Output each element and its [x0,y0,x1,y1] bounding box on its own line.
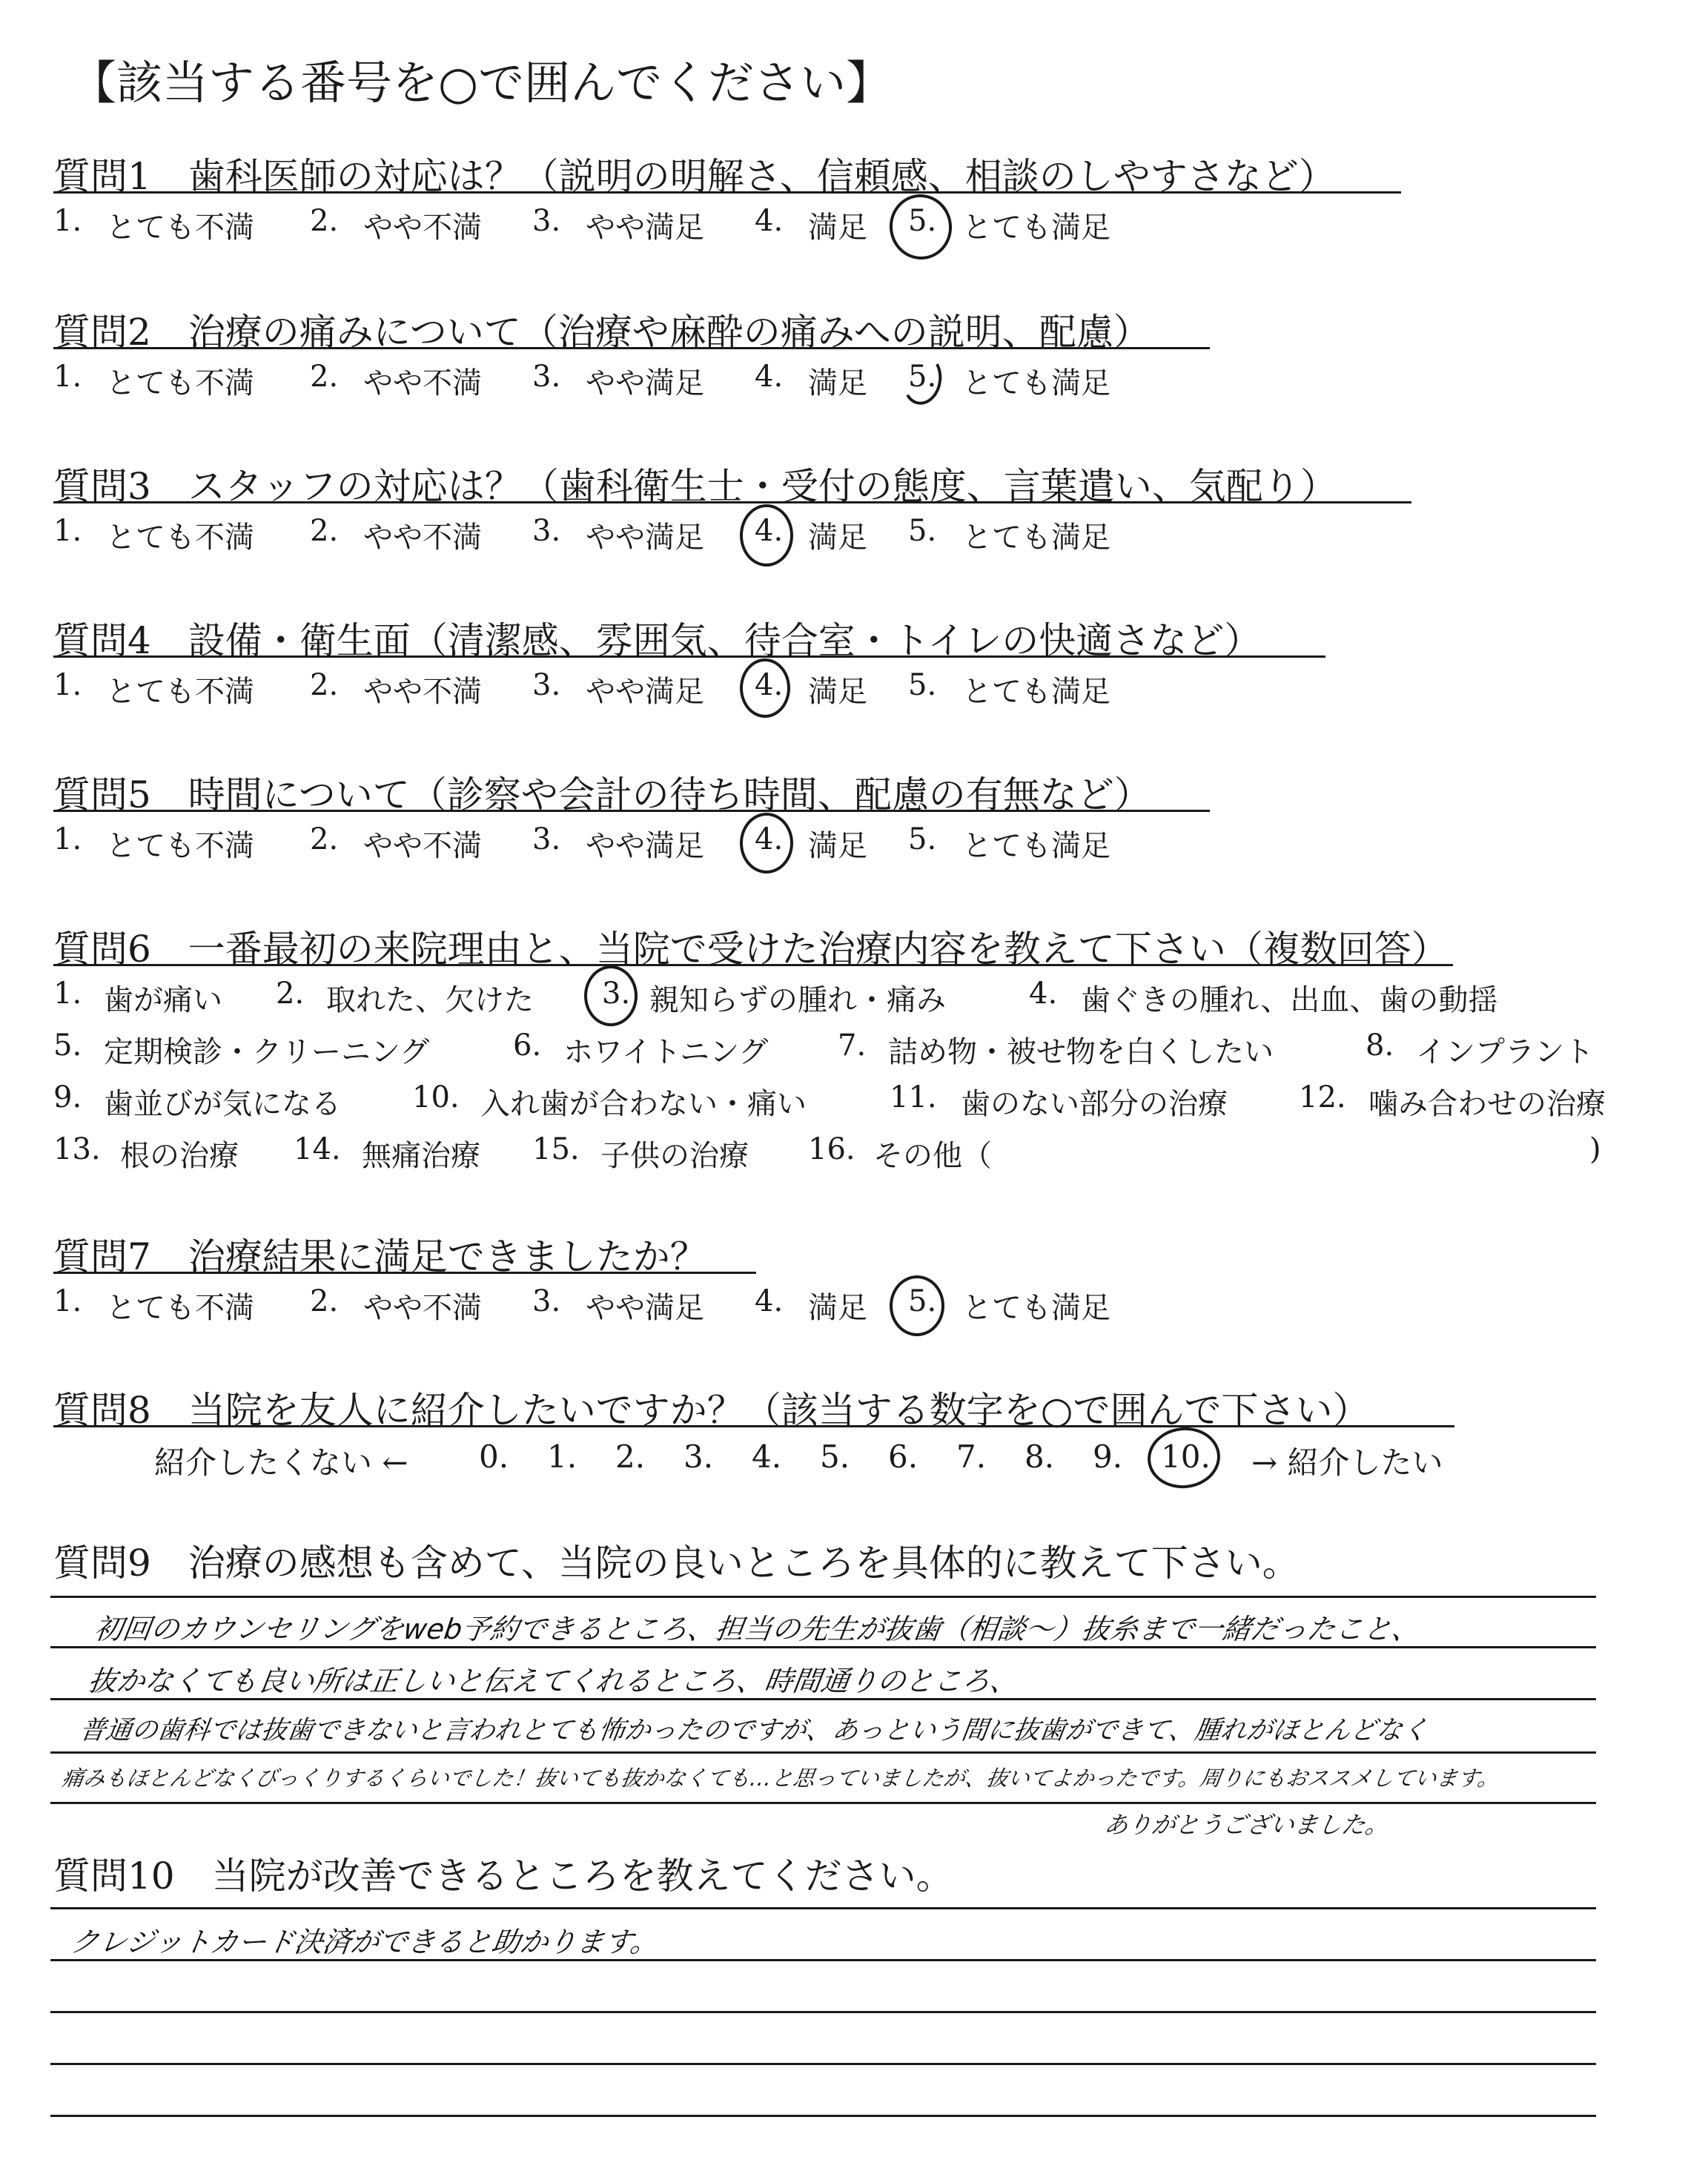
option-number[interactable]: 3. [532,360,561,394]
option-number[interactable]: 12. [1299,1080,1346,1114]
selected-circle-mark [740,504,793,567]
option-label[interactable]: 満足 [808,829,867,863]
option-number[interactable]: 13. [53,1132,101,1166]
option-number[interactable]: 2. [310,668,339,702]
option-label[interactable]: とても満足 [962,211,1110,245]
handwritten-answer-line: 痛みもほとんどなくびっくりするくらいでした！抜いても抜かなくても…と思っていましたが、抜いてよかったです。周りにもおススメしています。 [60,1766,1501,1791]
option-number[interactable]: 5. [908,822,937,856]
option-label[interactable]: とても不満 [106,1291,254,1325]
option-number[interactable]: 1. [53,204,82,238]
scale-option[interactable]: 1. [547,1439,577,1475]
question-7-heading: 質問7 治療結果に満足できましたか？ [53,1235,707,1278]
option-label[interactable]: 満足 [808,366,867,400]
question-2-underline [53,347,1210,349]
option-number[interactable]: 5. [908,360,937,394]
option-label[interactable]: 満足 [808,675,867,709]
option-number[interactable]: 5. [53,1028,82,1063]
option-label[interactable]: やや不満 [363,521,482,555]
option-label[interactable]: 取れた、欠けた [326,983,534,1017]
scale-option[interactable]: 8. [1025,1439,1055,1475]
option-label[interactable]: とても満足 [962,1291,1110,1325]
option-label[interactable]: ホワイトニング [563,1035,769,1069]
option-label[interactable]: とても不満 [106,675,254,709]
selected-circle-mark [740,658,790,718]
option-label[interactable]: 親知らずの腫れ・痛み [649,983,946,1017]
option-number[interactable]: 2. [310,360,339,394]
option-label[interactable]: やや不満 [363,829,482,863]
option-label[interactable]: やや満足 [586,521,704,555]
scale-option[interactable]: 5. [820,1439,850,1475]
option-label[interactable]: とても満足 [962,366,1110,400]
selected-circle-mark [898,351,945,408]
question-9-heading: 質問9 治療の感想も含めて、当院の良いところを具体的に教えて下さい。 [53,1542,1300,1585]
option-label[interactable]: 根の治療 [120,1139,239,1173]
option-label[interactable]: 満足 [808,1291,867,1325]
option-number[interactable]: 3. [532,514,561,548]
scale-option[interactable]: 7. [956,1439,987,1475]
question-3-heading: 質問3 スタッフの対応は？（歯科衛生士・受付の態度、言葉遣い、気配り） [53,465,1337,508]
option-number[interactable]: 1. [53,514,82,548]
question-4-underline [53,655,1325,658]
option-number[interactable]: 3. [532,204,561,238]
option-number[interactable]: 3. [532,1284,561,1318]
option-number[interactable]: 1. [53,1284,82,1318]
handwritten-answer-line: ありがとうございました。 [1102,1811,1391,1839]
option-number[interactable]: 4. [755,1284,784,1318]
scale-option[interactable]: 2. [615,1439,646,1475]
option-number[interactable]: 2. [276,977,305,1011]
option-label[interactable]: とても満足 [962,675,1110,709]
answer-ruled-line [50,2115,1596,2117]
other-close-paren: ) [1589,1132,1601,1166]
question-8-underline [53,1425,1454,1427]
question-1-underline [53,191,1401,194]
option-label[interactable]: 子供の治療 [600,1139,749,1173]
option-number[interactable]: 2. [310,204,339,238]
option-number[interactable]: 1. [53,822,82,856]
option-label[interactable]: 定期検診・クリーニング [104,1035,430,1069]
option-label[interactable]: 歯のない部分の治療 [961,1087,1228,1121]
answer-ruled-line [50,2011,1596,2013]
option-number[interactable]: 4. [755,668,784,702]
page-title: 【該当する番号を○で囲んでください】 [70,56,893,110]
answer-ruled-line [50,1596,1596,1598]
question-6-heading: 質問6 一番最初の来院理由と、当院で受けた治療内容を教えて下さい（複数回答） [53,928,1449,971]
option-number[interactable]: 4. [755,822,784,856]
option-number[interactable]: 1. [53,668,82,702]
option-label[interactable]: 噛み合わせの治療 [1368,1087,1606,1121]
option-label[interactable]: やや不満 [363,675,482,709]
option-label[interactable]: 満足 [808,521,867,555]
answer-ruled-line [50,1802,1596,1804]
handwritten-answer-line: 普通の歯科では抜歯できないと言われとても怖かったのですが、あっという間に抜歯ができて、腫れがほとんどなく [77,1716,1431,1745]
option-number[interactable]: 11. [890,1080,937,1114]
option-label[interactable]: 満足 [808,211,867,245]
option-label[interactable]: とても不満 [106,829,254,863]
recommend-right-label: → 紹介したい [1251,1444,1443,1481]
option-label[interactable]: とても満足 [962,829,1110,863]
option-label[interactable]: その他（ [873,1139,992,1173]
option-number[interactable]: 2. [310,822,339,856]
option-number[interactable]: 1. [53,360,82,394]
option-number[interactable]: 16. [808,1132,855,1166]
scale-option[interactable]: 10. [1161,1439,1211,1475]
option-label[interactable]: とても不満 [106,521,254,555]
option-number[interactable]: 3. [532,668,561,702]
option-number[interactable]: 6. [513,1028,542,1063]
option-number[interactable]: 5. [908,204,937,238]
option-label[interactable]: やや満足 [586,1291,704,1325]
option-number[interactable]: 9. [53,1080,82,1114]
handwritten-answer-line: 初回のカウンセリングをweb予約できるところ、担当の先生が抜歯（相談〜）抜糸まで一緒だったこと、 [92,1613,1423,1645]
answer-ruled-line [50,1751,1596,1754]
question-2-heading: 質問2 治療の痛みについて（治療や麻酔の痛みへの説明、配慮） [53,311,1151,354]
option-label[interactable]: やや満足 [586,675,704,709]
option-label[interactable]: やや満足 [586,366,704,400]
question-6-underline [53,964,1453,966]
answer-ruled-line [50,2063,1596,2065]
option-label[interactable]: 歯並びが気になる [104,1087,341,1121]
answer-ruled-line [50,1907,1596,1909]
option-number[interactable]: 5. [908,514,937,548]
option-number[interactable]: 4. [755,204,784,238]
option-number[interactable]: 8. [1366,1028,1394,1063]
scale-option[interactable]: 6. [888,1439,918,1475]
scale-option[interactable]: 3. [683,1439,714,1475]
selected-circle-mark [740,813,793,873]
selected-circle-mark [890,1275,944,1336]
option-number[interactable]: 4. [755,514,784,548]
option-number[interactable]: 5. [908,1284,937,1318]
question-3-underline [53,501,1411,503]
scale-option[interactable]: 4. [752,1439,782,1475]
option-label[interactable]: とても不満 [106,211,254,245]
option-label[interactable]: 歯ぐきの腫れ、出血、歯の動揺 [1081,983,1498,1017]
question-4-heading: 質問4 設備・衛生面（清潔感、雰囲気、待合室・トイレの快適さなど） [53,619,1262,662]
scale-option[interactable]: 9. [1093,1439,1123,1475]
option-label[interactable]: 詰め物・被せ物を白くしたい [888,1035,1274,1069]
scale-option[interactable]: 0. [479,1439,509,1475]
option-label[interactable]: インプラント [1416,1035,1594,1069]
option-number[interactable]: 4. [1029,977,1058,1011]
handwritten-answer-line: クレジットカード決済ができると助かります。 [68,1926,661,1958]
option-label[interactable]: とても満足 [962,521,1110,555]
option-number[interactable]: 10. [412,1080,460,1114]
question-5-underline [53,810,1210,812]
option-number[interactable]: 3. [602,977,631,1011]
option-label[interactable]: やや不満 [363,211,482,245]
option-number[interactable]: 3. [532,822,561,856]
option-label[interactable]: やや満足 [586,829,704,863]
handwritten-answer-line: 抜かなくても良い所は正しいと伝えてくれるところ、時間通りのところ、 [86,1665,1021,1697]
option-number[interactable]: 14. [294,1132,341,1166]
option-number[interactable]: 15. [532,1132,580,1166]
option-label[interactable]: やや不満 [363,366,482,400]
recommend-left-label: 紹介したくない ← [154,1444,408,1481]
option-label[interactable]: とても不満 [106,366,254,400]
question-10-heading: 質問10 当院が改善できるところを教えてください。 [53,1855,953,1898]
option-number[interactable]: 5. [908,668,937,702]
question-8-heading: 質問8 当院を友人に紹介したいですか？（該当する数字を○で囲んで下さい） [53,1389,1370,1432]
question-5-heading: 質問5 時間について（診察や会計の待ち時間、配慮の有無など） [53,773,1151,816]
option-number[interactable]: 7. [838,1028,867,1063]
option-label[interactable]: 歯が痛い [104,983,222,1017]
selected-circle-mark [885,191,956,264]
option-label[interactable]: やや不満 [363,1291,482,1325]
option-number[interactable]: 2. [310,1284,339,1318]
option-number[interactable]: 1. [53,977,82,1011]
option-number[interactable]: 2. [310,514,339,548]
option-number[interactable]: 4. [755,360,784,394]
question-1-heading: 質問1 歯科医師の対応は？（説明の明解さ、信頼感、相談のしやすさなど） [53,155,1336,198]
option-label[interactable]: やや満足 [586,211,704,245]
option-label[interactable]: 入れ歯が合わない・痛い [480,1087,807,1121]
selected-circle-mark [584,965,638,1026]
question-7-underline [53,1272,756,1274]
option-label[interactable]: 無痛治療 [362,1139,480,1173]
